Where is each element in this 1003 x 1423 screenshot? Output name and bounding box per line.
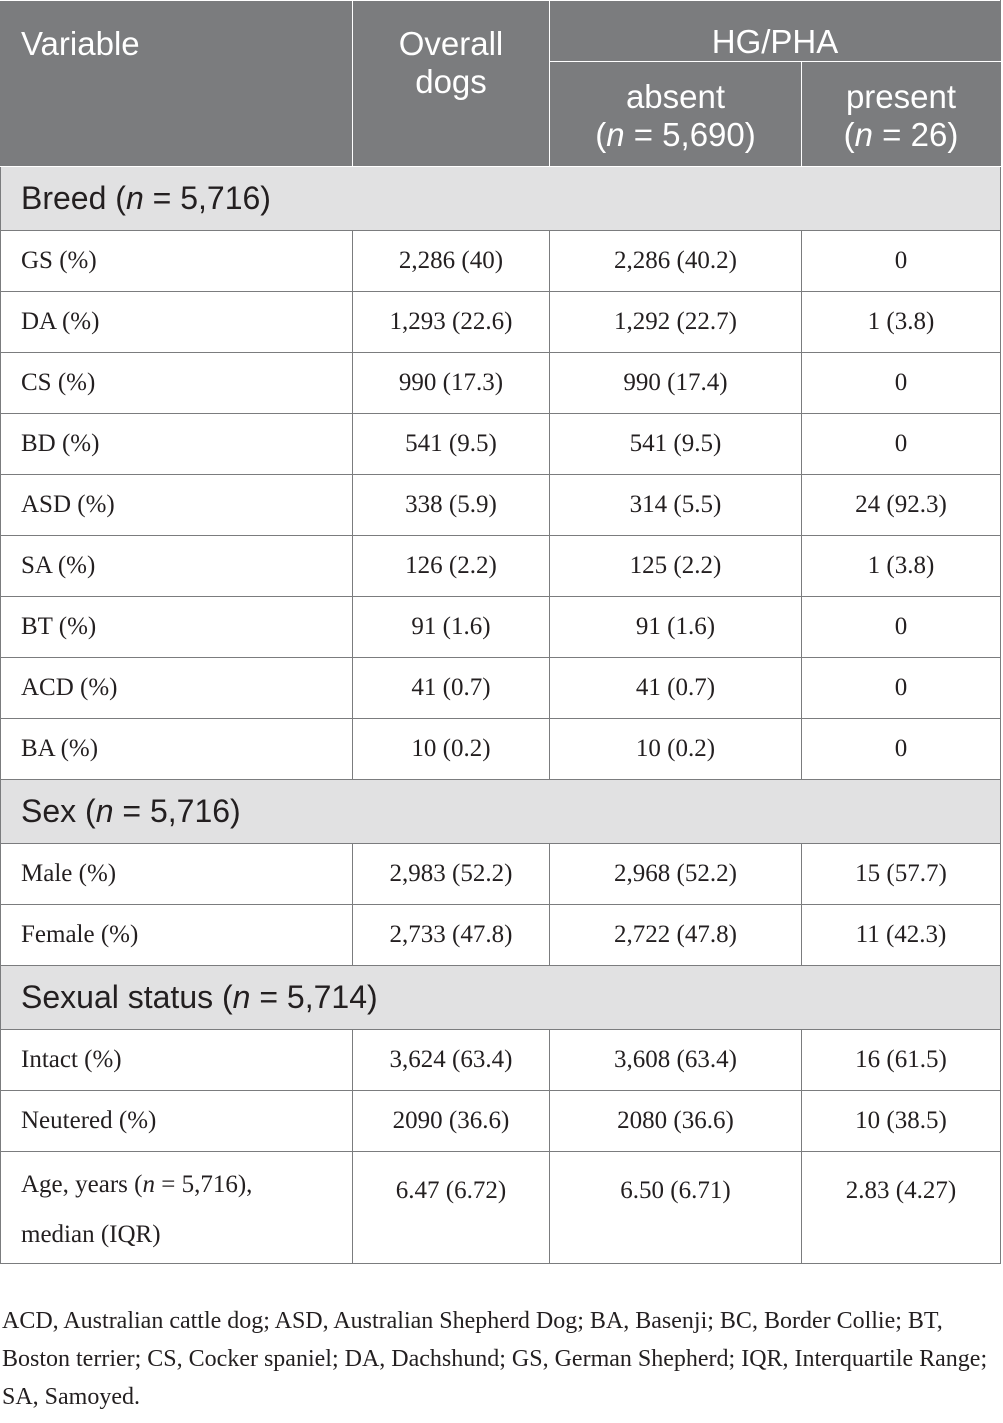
cell-absent: 2,968 (52.2)	[550, 844, 802, 905]
table-row	[1, 1030, 1001, 1091]
row-label: ASD (%)	[1, 475, 353, 536]
header-present-label: present	[845, 78, 957, 115]
cell-overall: 3,624 (63.4)	[353, 1030, 550, 1091]
cell-absent: 2,722 (47.8)	[550, 905, 802, 966]
table-row-age	[1, 1152, 1001, 1264]
row-label: Intact (%)	[1, 1030, 353, 1091]
table-row	[1, 292, 1001, 353]
cell-absent: 541 (9.5)	[550, 414, 802, 475]
cell-present: 1 (3.8)	[802, 292, 1001, 353]
cell-present: 15 (57.7)	[802, 844, 1001, 905]
cell-overall: 126 (2.2)	[353, 536, 550, 597]
cell-overall: 541 (9.5)	[353, 414, 550, 475]
row-label: Male (%)	[1, 844, 353, 905]
row-label: BT (%)	[1, 597, 353, 658]
cell-present: 16 (61.5)	[802, 1030, 1001, 1091]
cell-absent: 2080 (36.6)	[550, 1091, 802, 1152]
cell-absent: 125 (2.2)	[550, 536, 802, 597]
cell-overall: 2,983 (52.2)	[353, 844, 550, 905]
cell-present: 0	[802, 231, 1001, 292]
cell-absent: 3,608 (63.4)	[550, 1030, 802, 1091]
table-row	[1, 536, 1001, 597]
table-row	[1, 905, 1001, 966]
cell-overall: 2,286 (40)	[353, 231, 550, 292]
cell-present: 24 (92.3)	[802, 475, 1001, 536]
table-row	[1, 597, 1001, 658]
row-label: GS (%)	[1, 231, 353, 292]
row-label: DA (%)	[1, 292, 353, 353]
table-row	[1, 719, 1001, 780]
cell-absent: 6.50 (6.71)	[550, 1152, 802, 1264]
cell-present: 0	[802, 353, 1001, 414]
cell-present: 10 (38.5)	[802, 1091, 1001, 1152]
cell-overall: 41 (0.7)	[353, 658, 550, 719]
header-overall-dogs: Overall dogs	[353, 1, 550, 167]
row-label: Female (%)	[1, 905, 353, 966]
table-row	[1, 475, 1001, 536]
cell-overall: 1,293 (22.6)	[353, 292, 550, 353]
table-footnote: ACD, Australian cattle dog; ASD, Australian Shepherd Dog; BA, Basenji; BC, Border Collie; BT, Boston terrier; CS, Cocker spaniel; DA, Dachshund; GS, German Shepherd; IQR, Interquartile Range; SA, Samoyed.	[2, 1308, 988, 1410]
cell-overall: 10 (0.2)	[353, 719, 550, 780]
section-sex: Sex (n = 5,716)	[1, 780, 1001, 844]
header-present-n: (n = 26)	[843, 116, 959, 153]
row-label: Neutered (%)	[1, 1091, 353, 1152]
table-row	[1, 658, 1001, 719]
row-label: ACD (%)	[1, 658, 353, 719]
cell-absent: 41 (0.7)	[550, 658, 802, 719]
section-row	[1, 966, 1001, 1030]
cell-absent: 1,292 (22.7)	[550, 292, 802, 353]
cell-absent: 91 (1.6)	[550, 597, 802, 658]
cell-absent: 2,286 (40.2)	[550, 231, 802, 292]
cell-present: 0	[802, 719, 1001, 780]
cell-absent: 10 (0.2)	[550, 719, 802, 780]
cell-present: 0	[802, 658, 1001, 719]
header-absent	[550, 62, 802, 167]
table-row	[1, 844, 1001, 905]
cell-present: 11 (42.3)	[802, 905, 1001, 966]
cell-present: 0	[802, 597, 1001, 658]
row-label: CS (%)	[1, 353, 353, 414]
row-label: SA (%)	[1, 536, 353, 597]
table-header	[1, 1, 1001, 167]
header-variable: Variable	[1, 1, 353, 167]
cell-absent: 314 (5.5)	[550, 475, 802, 536]
table-row	[1, 1091, 1001, 1152]
cell-overall: 2090 (36.6)	[353, 1091, 550, 1152]
section-row	[1, 780, 1001, 844]
cell-overall: 91 (1.6)	[353, 597, 550, 658]
header-absent-n: (n = 5,690)	[595, 116, 756, 153]
row-label: BA (%)	[1, 719, 353, 780]
header-hg-pha: HG/PHA	[550, 1, 1001, 62]
table-row	[1, 414, 1001, 475]
table-row	[1, 353, 1001, 414]
cell-overall: 990 (17.3)	[353, 353, 550, 414]
cell-present: 2.83 (4.27)	[802, 1152, 1001, 1264]
cell-present: 0	[802, 414, 1001, 475]
cell-absent: 990 (17.4)	[550, 353, 802, 414]
cell-overall: 6.47 (6.72)	[353, 1152, 550, 1264]
section-sexual-status: Sexual status (n = 5,714)	[1, 966, 1001, 1030]
header-absent-label: absent	[625, 78, 726, 115]
table-row	[1, 231, 1001, 292]
header-present	[802, 62, 1001, 167]
cell-present: 1 (3.8)	[802, 536, 1001, 597]
section-breed: Breed (n = 5,716)	[1, 167, 1001, 231]
cell-overall: 2,733 (47.8)	[353, 905, 550, 966]
section-row	[1, 167, 1001, 231]
row-label: Age, years (n = 5,716), median (IQR)	[1, 1152, 353, 1264]
cell-overall: 338 (5.9)	[353, 475, 550, 536]
row-label: BD (%)	[1, 414, 353, 475]
